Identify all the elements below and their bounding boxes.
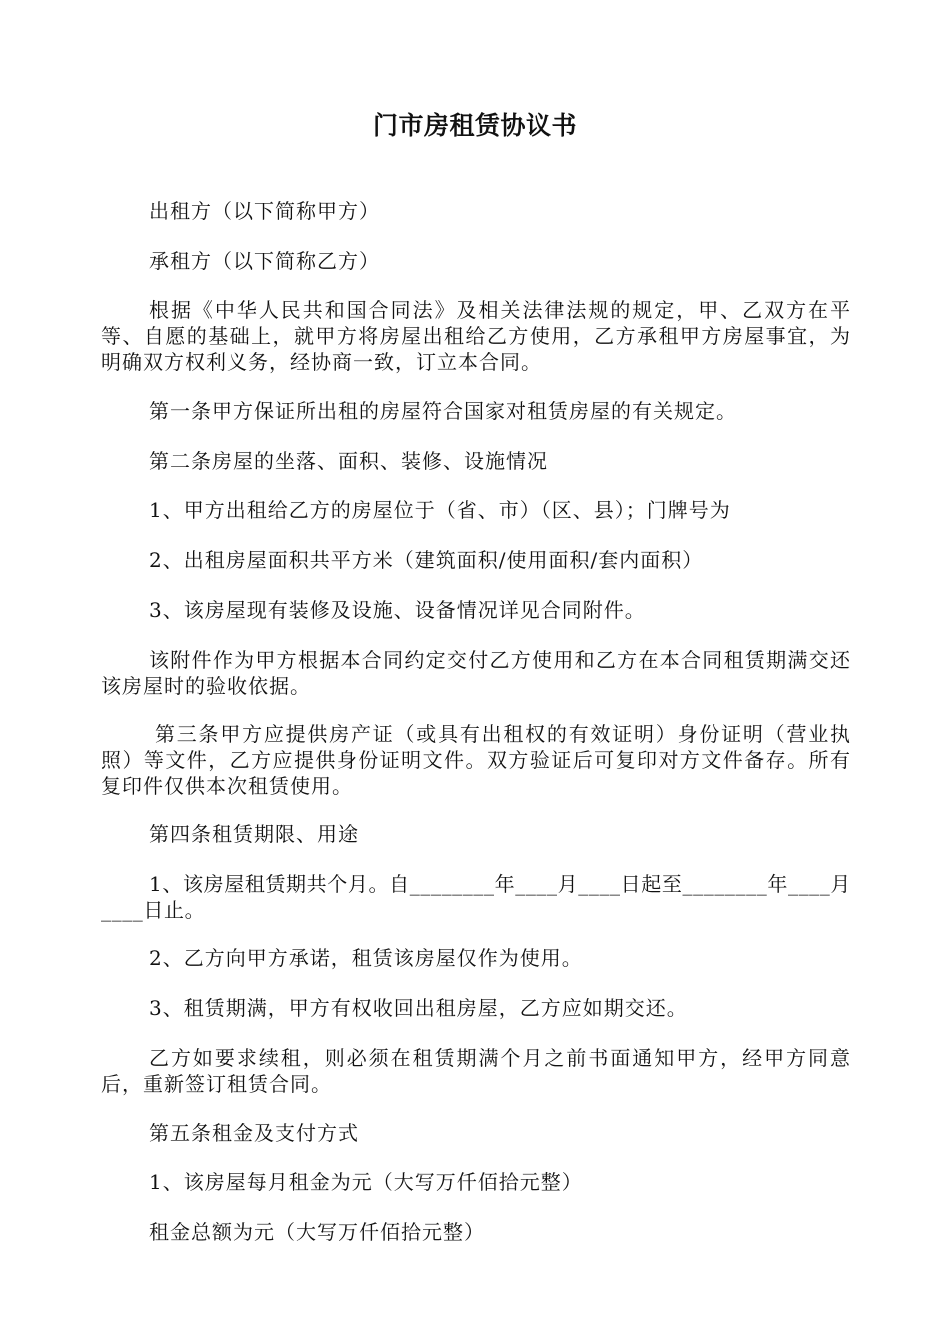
- paragraph-article-3: 第三条甲方应提供房产证（或具有出租权的有效证明）身份证明（营业执照）等文件，乙方应提供身份证明文件。双方验证后可复印对方文件备存。所有复印件仅供本次租赁使用。: [101, 722, 851, 798]
- document-title: 门市房租赁协议书: [372, 111, 577, 140]
- paragraph-lessee: 承租方（以下简称乙方）: [149, 249, 380, 273]
- paragraph-article-1: 第一条甲方保证所出租的房屋符合国家对租赁房屋的有关规定。: [149, 399, 737, 423]
- paragraph-article-2-item-1: 1、甲方出租给乙方的房屋位于（省、市）（区、县）；门牌号为: [149, 498, 731, 522]
- paragraph-attachment-note: 该附件作为甲方根据本合同约定交付乙方使用和乙方在本合同租赁期满交还该房屋时的验收依据。: [101, 648, 851, 698]
- paragraph-article-4-item-2: 2、乙方向甲方承诺，租赁该房屋仅作为使用。: [149, 946, 583, 970]
- paragraph-article-2-item-3: 3、该房屋现有装修及设施、设备情况详见合同附件。: [149, 598, 646, 622]
- paragraph-total-rent: 租金总额为元（大写万仟佰拾元整）: [149, 1220, 485, 1244]
- paragraph-article-4-item-1: 1、该房屋租赁期共个月。自________年____月____日起至________年____月____日止。: [101, 872, 851, 922]
- paragraph-lessor: 出租方（以下简称甲方）: [149, 199, 380, 223]
- paragraph-article-5: 第五条租金及支付方式: [149, 1121, 359, 1145]
- paragraph-article-5-item-1: 1、该房屋每月租金为元（大写万仟佰拾元整）: [149, 1170, 583, 1194]
- paragraph-preamble: 根据《中华人民共和国合同法》及相关法律法规的规定，甲、乙双方在平等、自愿的基础上，就甲方将房屋出租给乙方使用，乙方承租甲方房屋事宜，为明确双方权利义务，经协商一致，订立本合同。: [101, 298, 851, 374]
- paragraph-renewal: 乙方如要求续租，则必须在租赁期满个月之前书面通知甲方，经甲方同意后，重新签订租赁合同。: [101, 1046, 851, 1096]
- paragraph-article-2-item-2: 2、出租房屋面积共平方米（建筑面积/使用面积/套内面积）: [149, 548, 704, 572]
- paragraph-article-2: 第二条房屋的坐落、面积、装修、设施情况: [149, 449, 548, 473]
- paragraph-article-4: 第四条租赁期限、用途: [149, 822, 359, 846]
- paragraph-article-4-item-3: 3、租赁期满，甲方有权收回出租房屋，乙方应如期交还。: [149, 996, 688, 1020]
